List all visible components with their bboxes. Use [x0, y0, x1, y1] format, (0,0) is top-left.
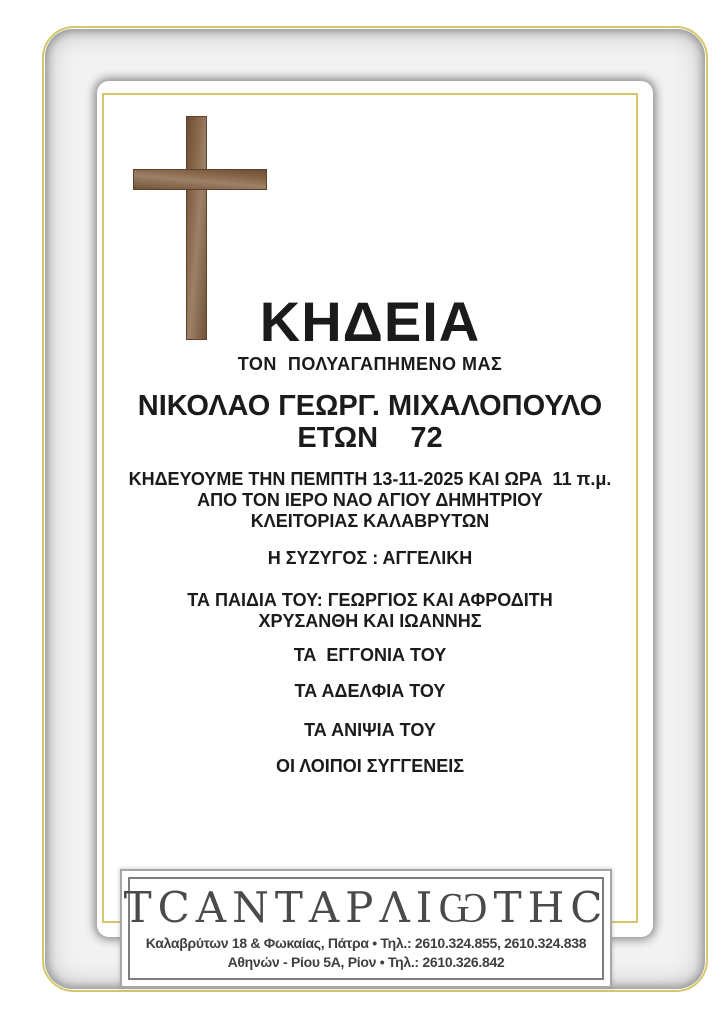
mourner-line-grandchildren: ΤΑ ΕΓΓΟΝΙΑ ΤΟΥ: [293, 645, 447, 665]
subtitle: ΤΟΝ ΠΟΛΥΑΓΑΠΗΜΕΝΟ ΜΑΣ: [237, 354, 503, 374]
mourner-line-children-1: ΤΑ ΠΑΙΔΙΑ ΤΟΥ: ΓΕΩΡΓΙΟΣ ΚΑΙ ΑΦΡΟΔΙΤΗ: [187, 590, 553, 610]
age-line: ΕΤΩΝ 72: [297, 422, 443, 454]
funeral-home-box: [120, 869, 612, 988]
funeral-details-line-1: ΚΗΔΕΥΟΥΜΕ ΤΗΝ ΠΕΜΠΤΗ 13-11-2025 ΚΑΙ ΩΡΑ 11 π.μ.: [128, 469, 612, 489]
funeral-home-address-2: Αθηνών - Ρίου 5Α, Ρίον • Τηλ.: 2610.326.842: [227, 954, 505, 970]
mourner-line-spouse: Η ΣΥΖΥΓΟΣ : ΑΓΓΕΛΙΚΗ: [267, 548, 473, 568]
mourner-line-relatives: ΟΙ ΛΟΙΠΟΙ ΣΥΓΓΕΝΕΙΣ: [275, 756, 465, 776]
deceased-name: ΝΙΚΟΛΑΟ ΓΕΩΡΓ. ΜΙΧΑΛΟΠΟΥΛΟ: [137, 390, 603, 422]
funeral-details-line-2: ΑΠΟ ΤΟΝ ΙΕΡΟ ΝΑΟ ΑΓΙΟΥ ΔΗΜΗΤΡΙΟΥ: [197, 490, 543, 510]
funeral-home-logo: ΤϹΑΝΤΑΡΛΙѠΤΗϹ: [123, 883, 609, 933]
funeral-home-box-inner: [123, 877, 609, 980]
funeral-home-address-1: Καλαβρύτων 18 & Φωκαίας, Πάτρα • Τηλ.: 2610.324.855, 2610.324.838: [145, 935, 587, 952]
mourner-line-siblings: ΤΑ ΑΔΕΛΦΙΑ ΤΟΥ: [294, 681, 446, 701]
mourner-line-nephews: ΤΑ ΑΝΙΨΙΑ ΤΟΥ: [304, 720, 436, 740]
page-title: ΚΗΔΕΙΑ: [259, 290, 481, 353]
mourner-line-children-2: ΧΡΥΣΑΝΘΗ ΚΑΙ ΙΩΑΝΝΗΣ: [258, 611, 482, 631]
funeral-details-line-3: ΚΛΕΙΤΟΡΙΑΣ ΚΑΛΑΒΡΥΤΩΝ: [250, 511, 490, 531]
cross-icon: [133, 169, 267, 190]
